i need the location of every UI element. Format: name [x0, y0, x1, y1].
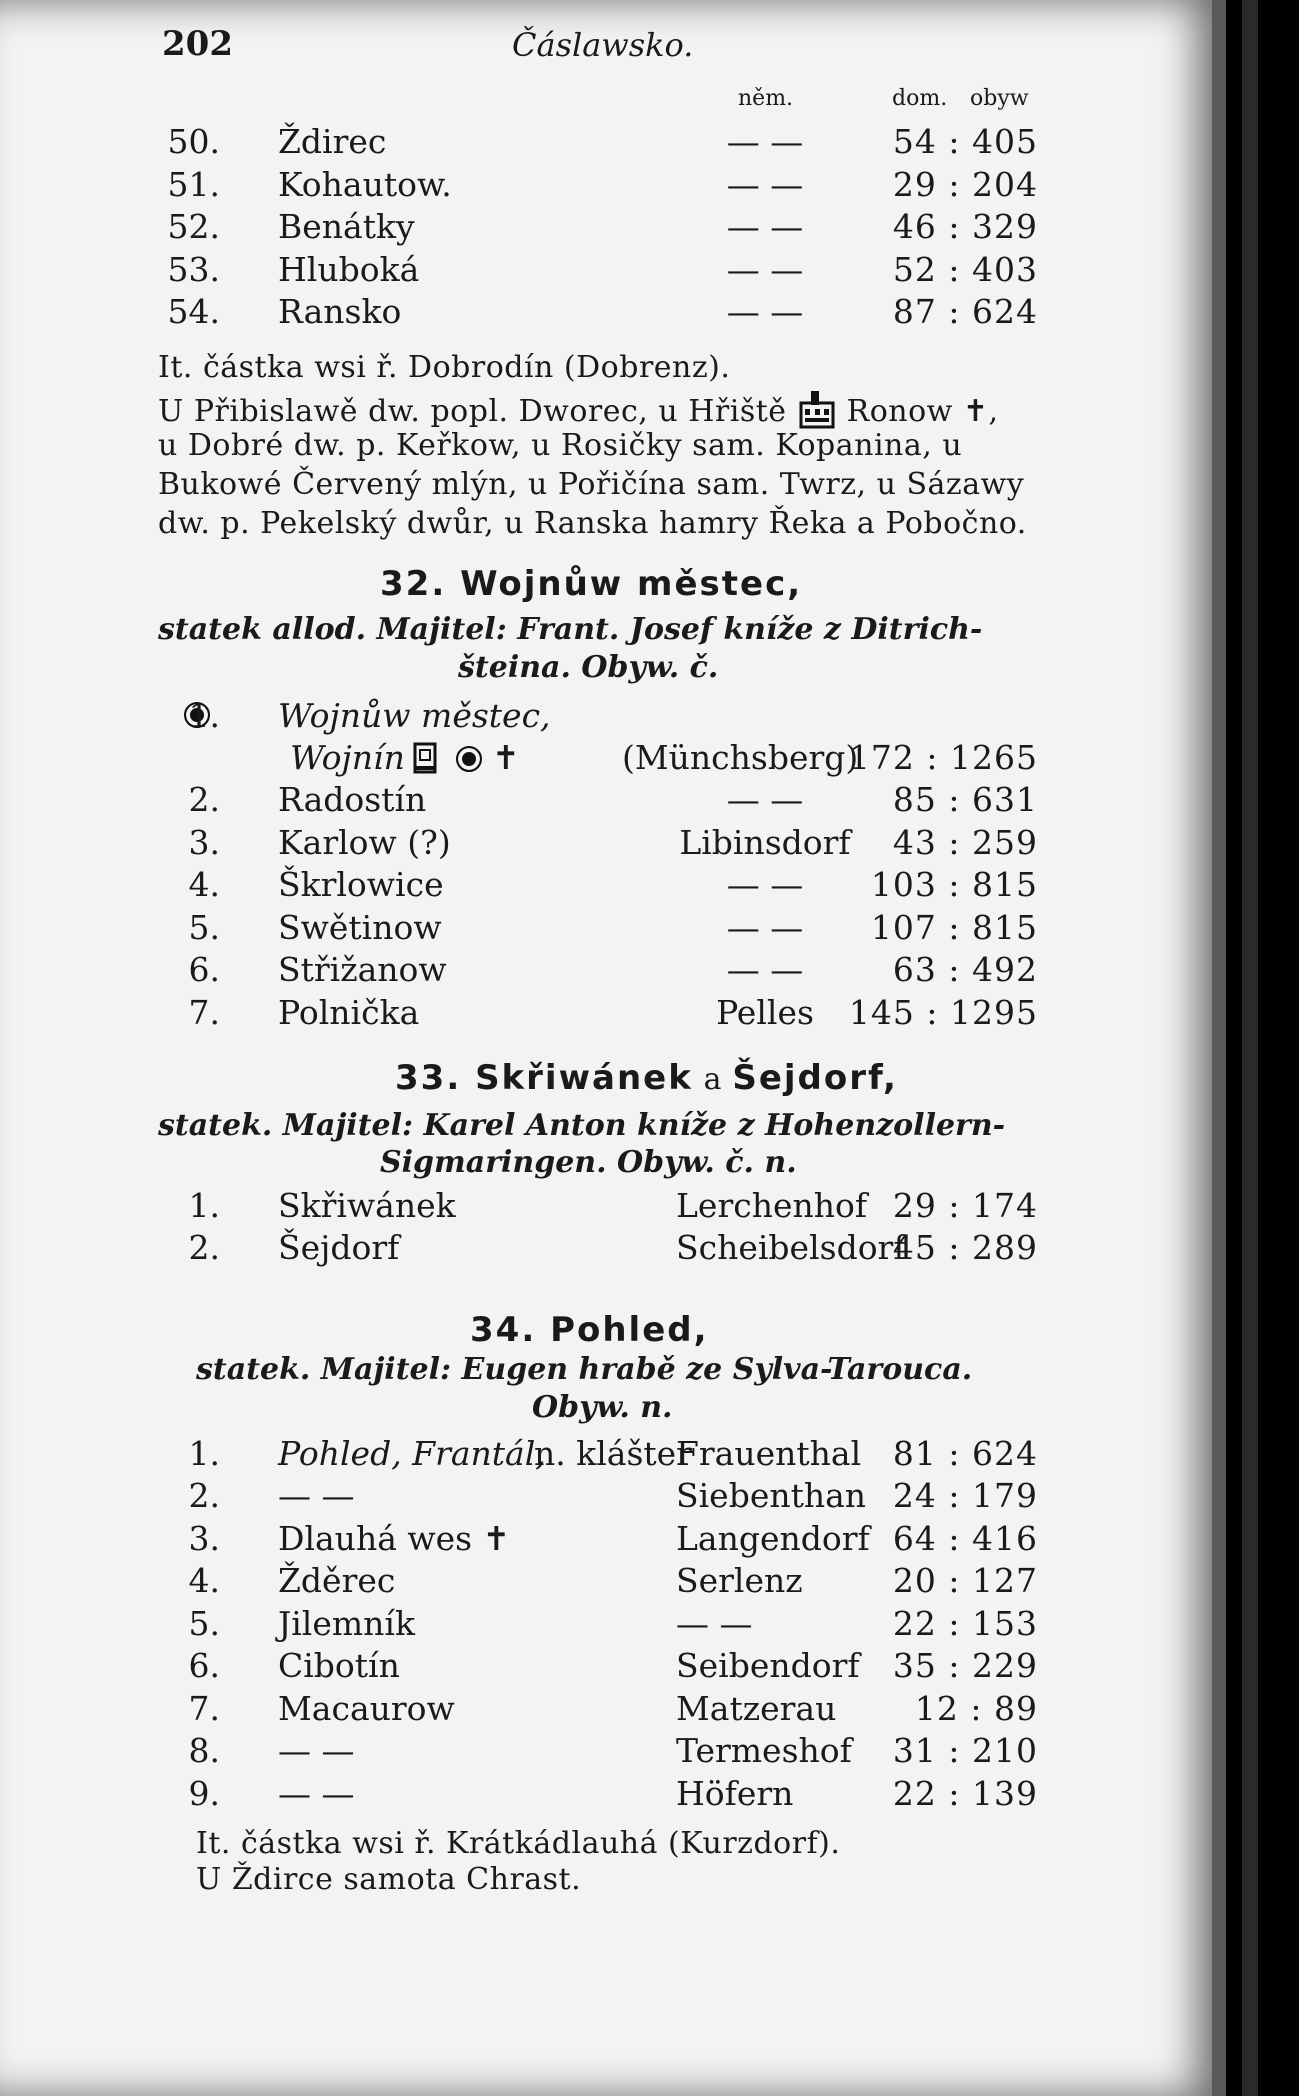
row-population: 54 : 405 — [892, 122, 1038, 161]
row-population: 29 : 174 — [892, 1186, 1038, 1225]
footnote-line: U Ždirce samota Chrast. — [196, 1862, 582, 1897]
row-german: Scheibelsdorf — [676, 1228, 906, 1267]
table-row — [0, 780, 1100, 820]
section-title-second: Šejdorf, — [732, 1058, 898, 1098]
row-number: 2. — [188, 780, 220, 819]
row-number: 5. — [188, 907, 220, 947]
row-number: 7. — [188, 1688, 220, 1728]
table-row — [0, 207, 1100, 247]
row-name: — — — [278, 1773, 355, 1813]
row-number: 1. — [188, 1434, 220, 1473]
row-population: 31 : 210 — [892, 1731, 1038, 1770]
row-name: — — — [278, 1476, 355, 1515]
row-population: 103 : 815 — [870, 865, 1038, 904]
table-row — [0, 950, 1100, 990]
row-german: Seibendorf — [676, 1646, 860, 1685]
row-population: 43 : 259 — [892, 822, 1038, 862]
row-german: Pelles — [716, 992, 814, 1032]
row-number: 50. — [167, 122, 220, 161]
table-row — [0, 1476, 1100, 1516]
row-german: Frauenthal — [676, 1434, 862, 1473]
row-name: Polnička — [278, 992, 420, 1032]
row-name: Karlow (?) — [278, 822, 451, 862]
page-number: 202 — [162, 24, 233, 64]
row-population: 145 : 1295 — [848, 992, 1038, 1032]
row-population: 22 : 139 — [892, 1773, 1038, 1813]
row-german: — — — [726, 207, 804, 246]
row-number: 4. — [188, 1561, 220, 1600]
row-german: — — — [726, 292, 804, 331]
table-row — [0, 908, 1100, 948]
section-description: Obyw. n. — [532, 1390, 673, 1425]
section-description: šteina. Obyw. č. — [458, 650, 719, 685]
table-row — [0, 1731, 1100, 1771]
row-number: 7. — [188, 992, 220, 1032]
section-title-main: 33. Skřiwánek — [395, 1058, 693, 1098]
section-title-conj: a — [703, 1062, 722, 1097]
paragraph-text: U Přibislawě dw. popl. Dworec, u Hřiště — [158, 394, 787, 429]
row-population: 35 : 229 — [892, 1646, 1038, 1685]
row-number: 53. — [167, 249, 220, 289]
section-title: 34. Pohled, — [470, 1310, 709, 1350]
row-name: Dlauhá wes ✝ — [278, 1518, 511, 1558]
row-german: — — — [726, 780, 804, 819]
row-german: — — — [726, 122, 804, 161]
cross-icon: ✝ — [492, 738, 520, 777]
row-number: 8. — [188, 1731, 220, 1770]
row-name: Šejdorf — [278, 1228, 400, 1267]
row-name: Ransko — [278, 292, 402, 331]
row-name: Wojnín — [290, 738, 405, 777]
table-row — [0, 823, 1100, 863]
row-number: 4. — [188, 865, 220, 904]
row-german: Libinsdorf — [679, 822, 851, 862]
row-number: 1. — [188, 1186, 220, 1225]
table-row — [0, 738, 1100, 778]
row-name: Kohautow. — [278, 164, 452, 204]
row-population: 107 : 815 — [870, 907, 1038, 947]
row-population: 81 : 624 — [892, 1434, 1038, 1473]
column-header-german: něm. — [738, 86, 794, 111]
row-name: Pohled, Frantál, — [278, 1434, 546, 1473]
row-number: 6. — [188, 950, 220, 989]
row-population: 85 : 631 — [892, 780, 1038, 819]
table-row — [0, 1434, 1100, 1474]
row-number: 3. — [188, 822, 220, 862]
row-population: 12 : 89 — [914, 1688, 1038, 1728]
section-title — [395, 1058, 898, 1098]
row-name: Střižanow — [278, 950, 447, 989]
row-number: 2. — [188, 1476, 220, 1515]
running-title: Čáslawsko. — [512, 26, 694, 64]
row-number: 9. — [188, 1773, 220, 1813]
row-german: (Münchsberg) — [622, 738, 859, 777]
row-population: 172 : 1265 — [848, 738, 1038, 777]
paragraph-line: It. částka wsi ř. Dobrodín (Dobrenz). — [158, 350, 731, 385]
table-row — [0, 165, 1100, 205]
row-german: Langendorf — [676, 1518, 870, 1558]
row-name: Hluboká — [278, 249, 420, 289]
table-row — [0, 865, 1100, 905]
row-number: 5. — [188, 1603, 220, 1643]
table-row — [0, 696, 1100, 736]
castle-icon — [412, 738, 438, 782]
column-header-houses: dom. — [892, 86, 948, 111]
row-name: Ždirec — [278, 122, 387, 161]
section-title: 32. Wojnůw městec, — [380, 564, 803, 604]
row-german: — — — [726, 950, 804, 989]
table-row — [0, 1604, 1100, 1644]
row-german: Lerchenhof — [676, 1186, 868, 1225]
page-edge-dark — [1242, 0, 1258, 2096]
row-german: Matzerau — [676, 1688, 837, 1728]
row-population: 22 : 153 — [892, 1603, 1038, 1643]
table-row — [0, 292, 1100, 332]
row-number: 3. — [188, 1518, 220, 1558]
row-population: 24 : 179 — [892, 1476, 1038, 1515]
paragraph-line: dw. p. Pekelský dwůr, u Ranska hamry Řeka a Pobočno. — [158, 506, 1027, 541]
row-name: Benátky — [278, 207, 415, 246]
row-population: 46 : 329 — [892, 207, 1038, 246]
row-number: 51. — [167, 164, 220, 204]
section-description: Sigmaringen. Obyw. č. n. — [380, 1145, 797, 1180]
row-german: — — — [726, 907, 804, 947]
row-population: 64 : 416 — [892, 1518, 1038, 1558]
table-row — [0, 993, 1100, 1033]
row-name: Jilemník — [278, 1603, 415, 1643]
table-row — [0, 1561, 1100, 1601]
row-name: Skřiwánek — [278, 1186, 456, 1225]
table-row — [0, 1228, 1100, 1268]
row-number: 52. — [167, 207, 220, 246]
table-row — [0, 122, 1100, 162]
row-name: Cibotín — [278, 1646, 400, 1685]
row-german: Serlenz — [676, 1561, 803, 1600]
row-population: 63 : 492 — [892, 950, 1038, 989]
row-number: 1. — [188, 696, 220, 735]
row-german: Siebenthan — [676, 1476, 867, 1515]
parish-icon — [456, 746, 482, 772]
row-german: — — — [726, 865, 804, 904]
row-german: — — — [676, 1603, 753, 1643]
footnote-line: It. částka wsi ř. Krátkádlauhá (Kurzdorf). — [196, 1826, 841, 1861]
row-name: Radostín — [278, 780, 427, 819]
table-row — [0, 1186, 1100, 1226]
table-row — [0, 250, 1100, 290]
table-row — [0, 1646, 1100, 1686]
row-name: Škrlowice — [278, 865, 444, 904]
page-edge — [1212, 0, 1226, 2096]
row-name: — — — [278, 1731, 355, 1770]
table-row — [0, 1519, 1100, 1559]
row-population: 45 : 289 — [892, 1228, 1038, 1267]
table-row — [0, 1689, 1100, 1729]
row-name: Wojnůw městec, — [278, 696, 551, 735]
row-name-rest: n. klášter — [534, 1434, 692, 1473]
row-population: 52 : 403 — [892, 249, 1038, 289]
row-number: 54. — [167, 292, 220, 331]
row-german: — — — [726, 249, 804, 289]
row-german: Höfern — [676, 1773, 794, 1813]
row-name: Žděrec — [278, 1561, 396, 1600]
row-german: Termeshof — [676, 1731, 852, 1770]
column-header-inhabitants: obyw — [970, 86, 1029, 111]
row-german: — — — [726, 164, 804, 204]
row-population: 29 : 204 — [892, 164, 1038, 204]
table-row — [0, 1774, 1100, 1814]
row-name: Swětinow — [278, 907, 442, 947]
paragraph-line: u Dobré dw. p. Keřkow, u Rosičky sam. Kopanina, u — [158, 428, 963, 463]
section-description: statek allod. Majitel: Frant. Josef kníže z Ditrich- — [158, 612, 983, 647]
paragraph-text: Ronow ✝, — [846, 394, 999, 429]
section-description: statek. Majitel: Karel Anton kníže z Hohenzollern- — [158, 1108, 1006, 1143]
row-number: 2. — [188, 1228, 220, 1267]
row-number: 6. — [188, 1646, 220, 1685]
row-name: Macaurow — [278, 1688, 455, 1728]
paragraph-line: Bukowé Červený mlýn, u Pořičína sam. Twrz, u Sázawy — [158, 467, 1025, 502]
section-description: statek. Majitel: Eugen hrabě ze Sylva-Tarouca. — [196, 1352, 973, 1387]
row-population: 20 : 127 — [892, 1561, 1038, 1600]
row-population: 87 : 624 — [892, 292, 1038, 331]
